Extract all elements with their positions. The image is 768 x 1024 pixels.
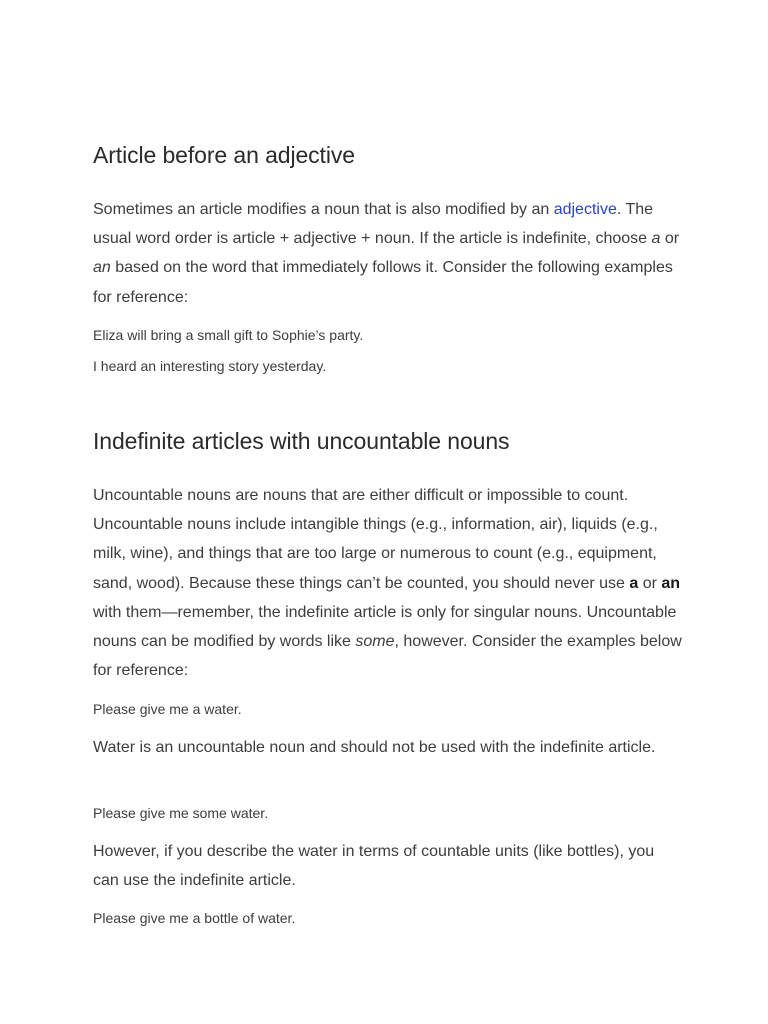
explanation-paragraph: Water is an uncountable noun and should not be used with the indefinite article.	[93, 739, 656, 756]
bold-a: a	[629, 574, 639, 592]
emphasis-an: an	[93, 259, 111, 277]
example-sentence: Please give me a bottle of water.	[93, 910, 296, 926]
paragraph-text: or	[638, 574, 662, 592]
paragraph-text: or	[660, 230, 680, 248]
paragraph-text: , however. Consider the examples below for reference:	[93, 633, 682, 680]
section-paragraph-uncountable-nouns	[93, 481, 683, 685]
emphasis-some: some	[355, 633, 395, 651]
example-sentence: I heard an interesting story yesterday.	[93, 358, 327, 374]
paragraph-text: Uncountable nouns are nouns that are either difficult or impossible to count. Uncountable nouns include intangible things (e.g., information, air), liquids (e.g., milk, wine), and things that are too large or numerous to count (e.g., equipment, sand, wood). Because these things can’t be counted, you should never use	[93, 487, 658, 592]
explanation-paragraph: However, if you describe the water in terms of countable units (like bottles), you can use the indefinite article.	[93, 843, 655, 890]
example-sentence: Please give me some water.	[93, 805, 269, 821]
emphasis-a: a	[651, 230, 661, 248]
adjective-link[interactable]: adjective	[553, 201, 617, 218]
paragraph-text: with them—remember, the indefinite article is only for singular nouns. Uncountable nouns can be modified by words like	[93, 603, 677, 651]
paragraph-text: Sometimes an article modifies a noun that is also modified by an	[93, 201, 554, 218]
section-paragraph-article-before-adjective	[93, 195, 683, 312]
section-heading-indefinite-articles-uncountable: Indefinite articles with uncountable nouns	[93, 428, 510, 454]
section-heading-article-before-adjective: Article before an adjective	[93, 142, 355, 168]
bold-an: an	[661, 574, 681, 592]
example-sentence: Eliza will bring a small gift to Sophie’s party.	[93, 327, 364, 343]
paragraph-text: based on the word that immediately follows it. Consider the following examples for reference:	[93, 259, 673, 306]
example-sentence: Please give me a water.	[93, 701, 242, 717]
paragraph-text: . The usual word order is article + adjective + noun. If the article is indefinite, choose	[93, 201, 654, 248]
